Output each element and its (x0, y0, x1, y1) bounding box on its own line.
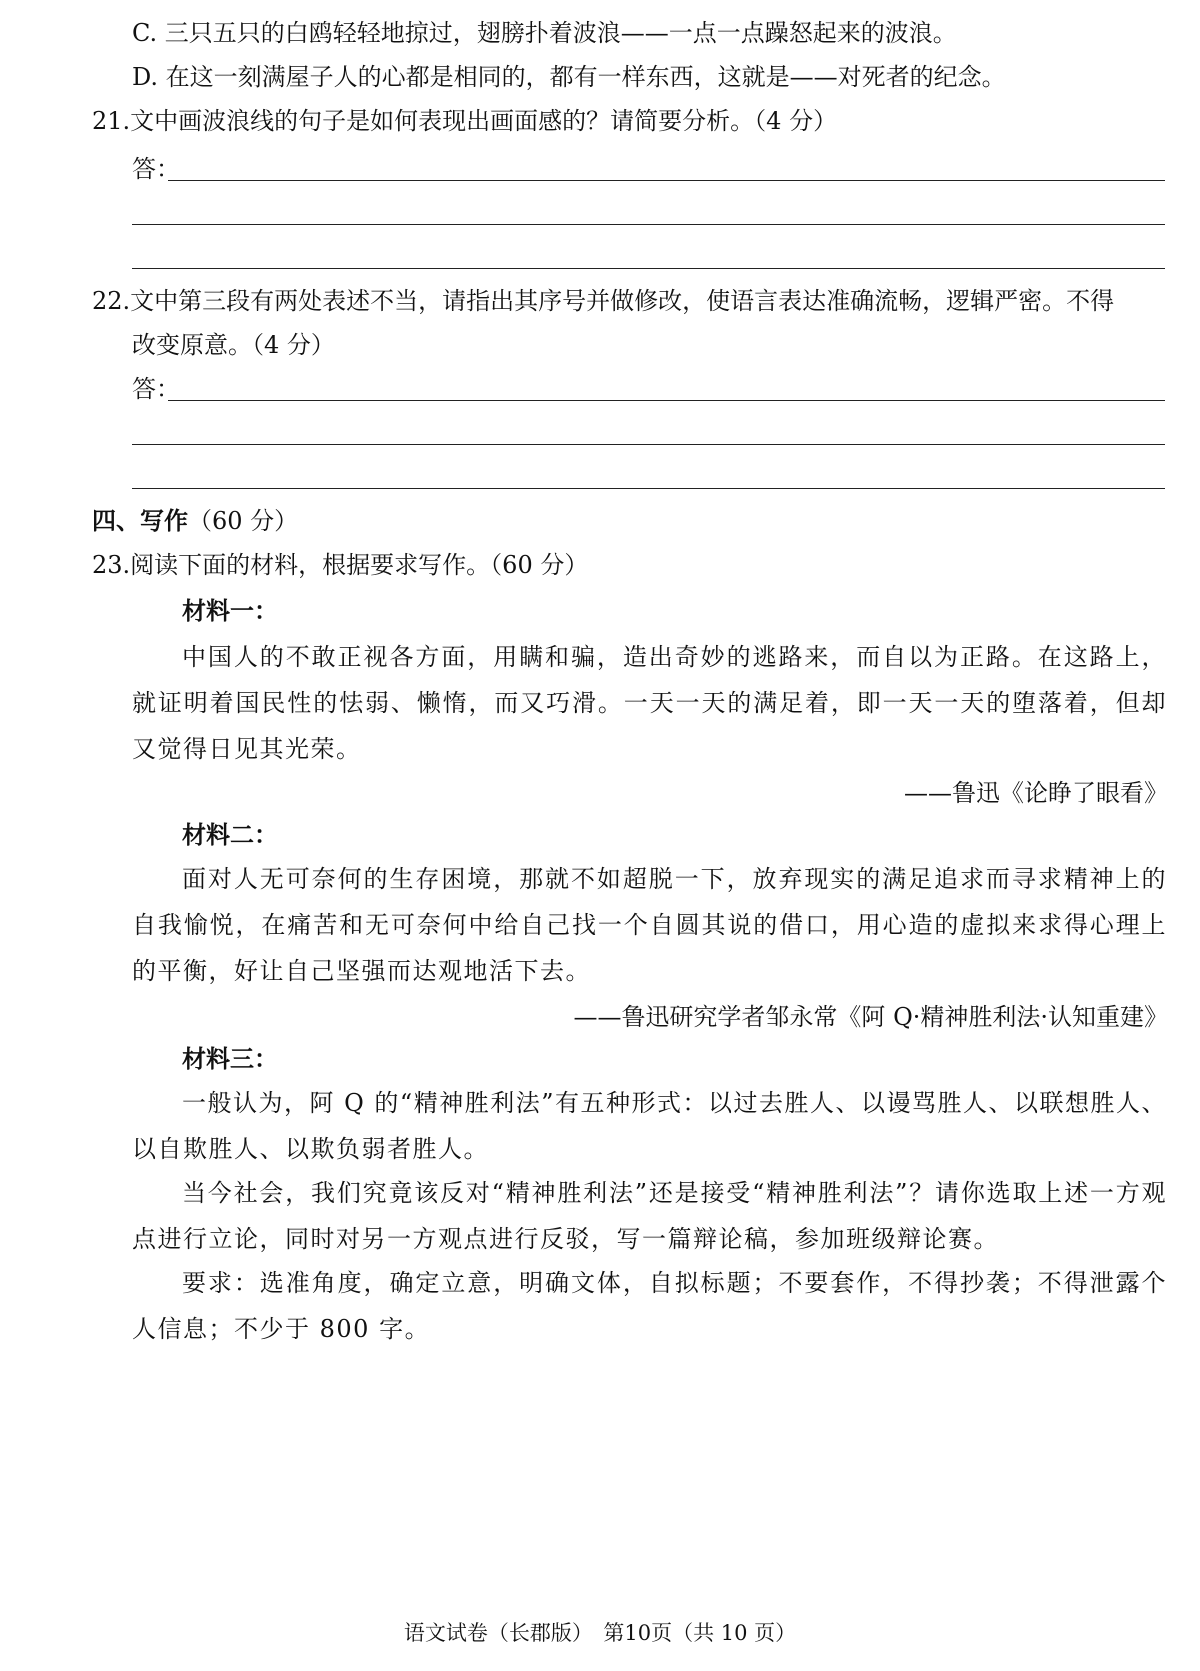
question-21 (92, 98, 837, 144)
q21-answer-label: 答： (132, 155, 180, 183)
material-1-source: ——鲁迅《论睁了眼看》 (904, 779, 1168, 807)
question-22-text-line-2: 改变原意。（4 分） (132, 331, 335, 359)
q22-answer-line-3[interactable] (132, 488, 1165, 489)
question-22-number: 22. (92, 287, 131, 315)
material-1-body: 中国人的不敢正视各方面，用瞒和骗，造出奇妙的逃路来，而自以为正路。在这路上，就证明着国民性的怯弱、懒惰，而又巧滑。一天一天的满足着，即一天一天的堕落着，但却又觉得日见其光荣。 (132, 643, 1167, 763)
section-writing-score: （60 分） (188, 507, 299, 535)
writing-task-body: 当今社会，我们究竟该反对“精神胜利法”还是接受“精神胜利法”？请你选取上述一方观点进行立论，同时对另一方观点进行反驳，写一篇辩论稿，参加班级辩论赛。 (132, 1179, 1167, 1253)
question-23-number: 23. (92, 551, 131, 579)
question-22 (92, 278, 1114, 324)
option-d: D. 在这一刻满屋子人的心都是相同的，都有一样东西，这就是——对死者的纪念。 (132, 63, 1006, 91)
material-2-source: ——鲁迅研究学者邹永常《阿 Q·精神胜利法·认知重建》 (573, 1003, 1168, 1031)
material-1-title: 材料一： (182, 596, 278, 625)
material-3-body: 一般认为，阿 Q 的“精神胜利法”有五种形式：以过去胜人、以谩骂胜人、以联想胜人、以自欺胜人、以欺负弱者胜人。 (132, 1089, 1167, 1163)
question-22-text-line-1: 文中第三段有两处表述不当，请指出其序号并做修改，使语言表达准确流畅，逻辑严密。不得 (130, 287, 1115, 315)
q22-answer-line-1[interactable] (168, 400, 1165, 401)
q21-answer-line-1[interactable] (168, 180, 1165, 181)
material-3-title: 材料三： (182, 1044, 278, 1073)
question-21-number: 21. (92, 107, 131, 135)
writing-requirements: 要求：选准角度，确定立意，明确文体，自拟标题；不要套作，不得抄袭；不得泄露个人信息；不少于 800 字。 (132, 1269, 1167, 1343)
option-c: C. 三只五只的白鸥轻轻地掠过，翅膀扑着波浪——一点一点躁怒起来的波浪。 (132, 19, 957, 47)
question-23 (92, 542, 588, 588)
material-2-body: 面对人无可奈何的生存困境，那就不如超脱一下，放弃现实的满足追求而寻求精神上的自我愉悦，在痛苦和无可奈何中给自己找一个自圆其说的借口，用心造的虚拟来求得心理上的平衡，好让自己坚强而达观地活下去。 (132, 865, 1167, 985)
q22-answer-line-2[interactable] (132, 444, 1165, 445)
material-2-title: 材料二： (182, 820, 278, 849)
q21-answer-line-3[interactable] (132, 268, 1165, 269)
section-writing-title (92, 498, 298, 544)
q21-answer-line-2[interactable] (132, 224, 1165, 225)
section-writing-label: 四、写作 (92, 506, 188, 535)
q22-answer-label: 答： (132, 375, 180, 403)
question-23-text: 阅读下面的材料，根据要求写作。（60 分） (130, 551, 589, 579)
question-21-text: 文中画波浪线的句子是如何表现出画面感的？请简要分析。（4 分） (130, 107, 838, 135)
page-footer: 语文试卷（长郡版） 第10页（共 10 页） (403, 1621, 797, 1645)
